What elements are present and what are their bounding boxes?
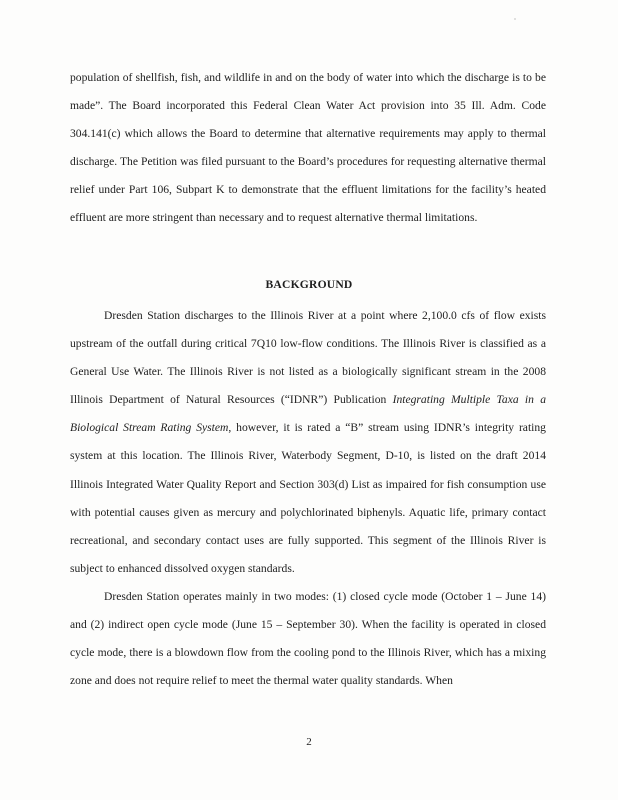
scan-speck: [514, 18, 516, 20]
paragraph-text: population of shellfish, fish, and wildlife in and on the body of water into which the discharge is to be made”. The Board incorporated this Federal Clean Water Act provision into 35 Ill. Adm. Code 304.141(c) which allows the Board to determine that alternative requirements may apply to thermal discharge. The Petition was filed pursuant to the Board’s procedures for requesting alternative thermal relief under Part 106, Subpart K to demonstrate that the effluent limitations for the facility’s heated effluent are more stringent than necessary and to request alternative thermal limitations.: [70, 71, 546, 225]
section-heading: BACKGROUND: [265, 278, 353, 291]
paragraph-text-segment: Dresden Station discharges to the Illinois River at a point where 2,100.0 cfs of flow exists upstream of the outfall during critical 7Q10 low-flow conditions. The Illinois River is classified as a General Use Water. The Illinois River is not listed as a biologically significant stream in the 2008 Illinois Department of Natural Resources (“IDNR”) Publication: [70, 309, 546, 407]
paragraph-text-segment: , however, it is rated a “B” stream using IDNR’s integrity rating system at this location. The Illinois River, Waterbody Segment, D-10, is listed on the draft 2014 Illinois Integrated Water Quality Report and Section 303(d) List as impaired for fish consumption use with potential causes given as mercury and polychlorinated biphenyls. Aquatic life, primary contact recreational, and secondary contact uses are fully supported. This segment of the Illinois River is subject to enhanced dissolved oxygen standards.: [70, 421, 546, 575]
page-number: 2: [306, 736, 312, 748]
operation-modes-paragraph: [70, 583, 546, 695]
paragraph-continuation: [70, 64, 546, 233]
background-paragraph: [70, 302, 546, 583]
paragraph-text: [70, 302, 546, 583]
paragraph-text: Dresden Station operates mainly in two modes: (1) closed cycle mode (October 1 – June 14) and (2) indirect open cycle mode (June 15 – September 30). When the facility is operated in closed cycle mode, there is a blowdown flow from the cooling pond to the Illinois River, which has a mixing zone and does not require relief to meet the thermal water quality standards. When: [70, 590, 546, 688]
publication-title: Integrating Multiple Taxa in a Biological Stream Rating System: [70, 393, 546, 435]
